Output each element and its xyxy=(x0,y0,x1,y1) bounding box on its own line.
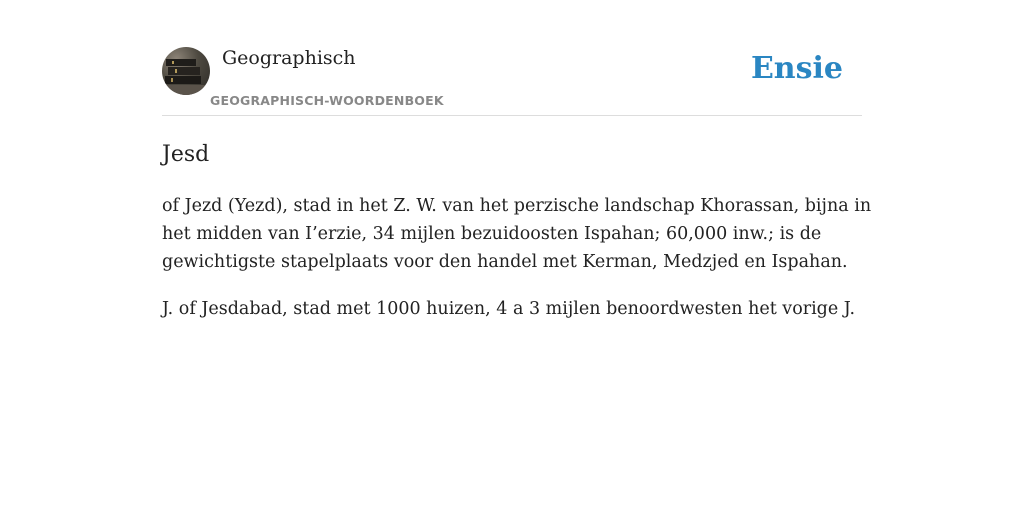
text-line: of Jezd (Yezd), stad in het Z. W. van het perzische landschap Khorassan, bijna in xyxy=(162,196,872,216)
book-stack-icon xyxy=(162,47,210,95)
header-divider xyxy=(162,115,862,116)
ensie-logo[interactable]: Ensie xyxy=(750,51,843,86)
entry-body xyxy=(162,192,872,342)
entry-title: Jesd xyxy=(162,142,210,167)
text-line: gewichtigste stapelplaats voor den handel met Kerman, Medzjed en Ispahan. xyxy=(162,252,848,272)
text-line: het midden van I’erzie, 34 mijlen bezuidoosten Ispahan; 60,000 inw.; is de xyxy=(162,224,822,244)
text-line: J. of Jesdabad, stad met 1000 huizen, 4 a 3 mijlen benoordwesten het vorige J. xyxy=(162,299,856,319)
entry-paragraph xyxy=(162,192,872,276)
entry-paragraph xyxy=(162,295,862,323)
source-name[interactable]: Geographisch xyxy=(222,47,356,69)
source-avatar[interactable] xyxy=(162,47,210,95)
source-label[interactable]: GEOGRAPHISCH-WOORDENBOEK xyxy=(210,93,444,108)
